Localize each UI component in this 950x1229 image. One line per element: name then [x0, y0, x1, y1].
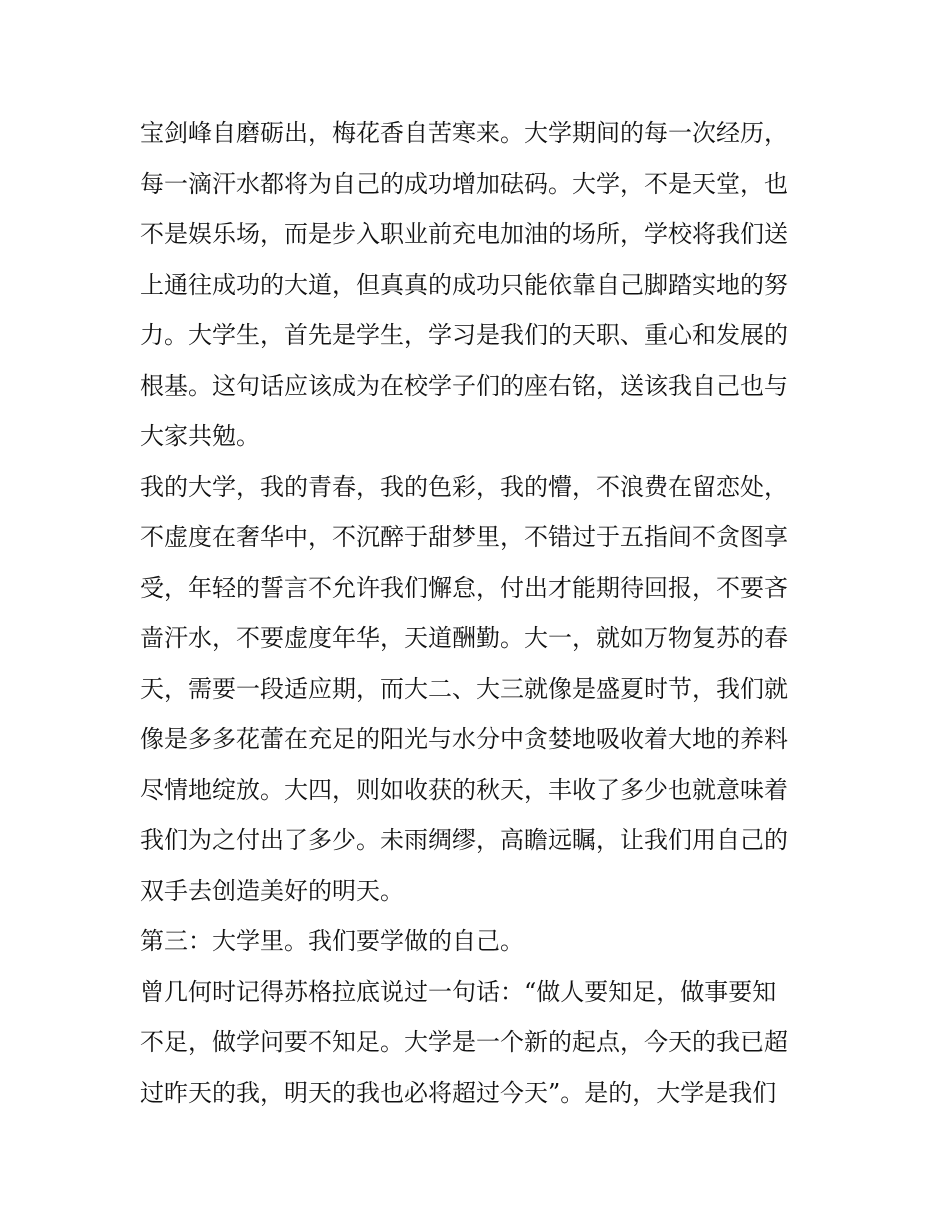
document-body	[140, 108, 812, 1118]
text-line: 曾几何时记得苏格拉底说过一句话：“做人要知足，做事要知	[140, 977, 777, 1006]
text-line: 每一滴汗水都将为自己的成功增加砝码。大学，不是天堂，也	[140, 169, 788, 198]
text-line: 根基。这句话应该成为在校学子们的座右铭，送该我自己也与	[140, 371, 788, 400]
text-line: 宝剑峰自磨砺出，梅花香自苦寒来。大学期间的每一次经历，	[140, 119, 788, 147]
text-line: 尽情地绽放。大四，则如收获的秋天，丰收了多少也就意味着	[140, 775, 788, 804]
text-line: 过昨天的我，明天的我也必将超过今天”。是的，大学是我们	[140, 1078, 777, 1107]
section-heading	[140, 916, 812, 967]
text-line: 双手去创造美好的明天。	[140, 876, 404, 905]
text-line: 不虚度在奢华中，不沉醉于甜梦里，不错过于五指间不贪图享	[140, 523, 788, 551]
text-line: 啬汗水，不要虚度年华，天道酬勤。大一，就如万物复苏的春	[140, 624, 788, 652]
text-line: 不足，做学问要不知足。大学是一个新的起点，今天的我已超	[140, 1028, 788, 1056]
text-line: 像是多多花蕾在充足的阳光与水分中贪婪地吸收着大地的养料	[140, 725, 788, 753]
text-line: 大家共勉。	[140, 422, 260, 450]
text-line: 力。大学生，首先是学生，学习是我们的天职、重心和发展的	[140, 321, 788, 349]
paragraph	[140, 108, 812, 462]
text-line: 第三：大学里。我们要学做的自己。	[140, 927, 524, 955]
paragraph	[140, 462, 812, 917]
text-line: 天，需要一段适应期，而大二、大三就像是盛夏时节，我们就	[140, 674, 788, 703]
text-line: 不是娱乐场，而是步入职业前充电加油的场所，学校将我们送	[140, 220, 788, 248]
paragraph	[140, 967, 812, 1119]
text-line: 我们为之付出了多少。未雨绸缪，高瞻远瞩，让我们用自己的	[140, 826, 788, 854]
text-line: 上通往成功的大道，但真真的成功只能依靠自己脚踏实地的努	[140, 270, 788, 299]
text-line: 我的大学，我的青春，我的色彩，我的懵，不浪费在留恋处，	[140, 472, 788, 501]
text-line: 受，年轻的誓言不允许我们懈怠，付出才能期待回报，不要吝	[140, 573, 788, 602]
